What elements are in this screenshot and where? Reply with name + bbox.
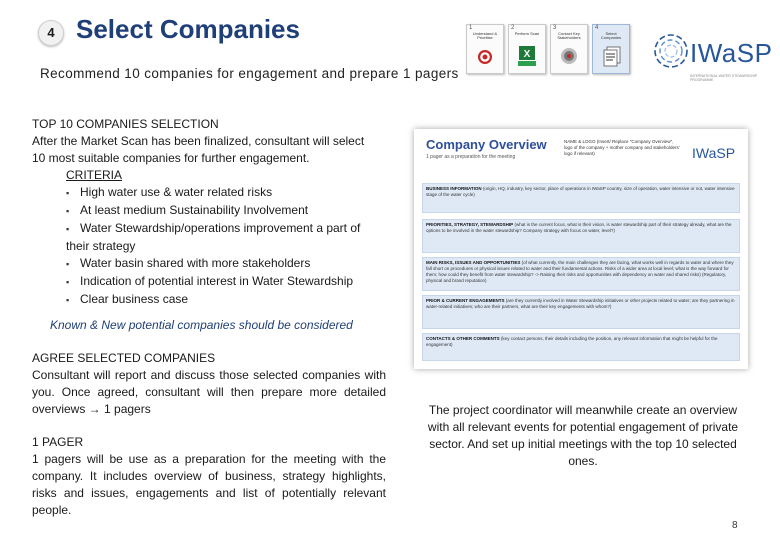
iwasp-logo: [652, 30, 773, 90]
overview-title: Company Overview: [426, 137, 547, 152]
agree-body: Consultant will report and discuss those selected companies with you. Once agreed, consultant will then prepare more detailed overviews → 1 pagers: [32, 368, 386, 416]
criteria-item-text: High water use & water related risks: [80, 185, 273, 199]
bullet-icon: ▪: [66, 277, 70, 287]
process-steps-thumbnails: [466, 24, 632, 76]
overview-section-label: MAIN RISKS, ISSUES AND OPPORTUNITIES: [426, 260, 521, 265]
one-pager-body: 1 pagers will be use as a preparation for the meeting with the company. It includes overview of business, strategy highlights, risks and issues, engagements and list of potentially relevant people.: [32, 452, 386, 517]
overview-section-label: PRIORITIES, STRATEGY, STEWARDSHIP: [426, 222, 514, 227]
overview-section-text: (what is the current focus, what is their vision, is water stewardship part of their strategy already, what are the options to be involved in the water stewardship? Company strategy with focus on water, level?): [426, 222, 732, 233]
svg-text:X: X: [523, 49, 531, 60]
overview-section-label: BUSINESS INFORMATION: [426, 186, 482, 191]
network-icon: [560, 47, 578, 65]
criteria-item-text: Water Stewardship/operations improvement a part of: [80, 221, 361, 235]
overview-subtitle: 1 pager as a preparation for the meeting: [426, 154, 516, 160]
overview-name-logo-note: NAME & LOGO (Insert/ Replace "Company Overview", logo of the company + mother company and stakeholders' logo if relevant): [564, 139, 680, 156]
page-number: 8: [732, 520, 738, 531]
overview-section-text: (of what currently, the main challenges they are facing, what works well in regards to water and where they fall short on procedures or physical issues related to water and their fundamental actions. Risks of a wider area at local level; what is the way forward for them; how could they benefit from water stewardship? -> Raising their risks and opportunities with dependency on water and shared risks) (Regulatory, physical and brand reputation): [426, 260, 734, 283]
top10-selection-block: [32, 116, 386, 309]
overview-section: [422, 333, 740, 361]
top10-heading: TOP 10 COMPANIES SELECTION: [32, 117, 219, 131]
criteria-item: [32, 273, 386, 291]
document-stack-icon: [601, 45, 623, 67]
process-step-1-thumbnail: [466, 24, 504, 74]
coordinator-note: The project coordinator will meanwhile create an overview with all relevant events for potential engagement of private sector. And set up initial meetings with the top 10 selected ones.: [427, 403, 739, 468]
logo-swirl-icon: [652, 32, 690, 70]
known-new-note: Known & New potential companies should be considered: [50, 318, 353, 332]
page-subtitle: Recommend 10 companies for engagement and prepare 1 pagers: [40, 66, 459, 81]
criteria-label: CRITERIA: [66, 168, 123, 182]
overview-section: [422, 295, 740, 329]
overview-section-label: CONTACTS & OTHER COMMENTS: [426, 336, 500, 341]
process-step-4-number: 4: [595, 25, 599, 31]
overview-logo: IWaSP: [692, 145, 736, 161]
top10-line-1: After the Market Scan has been finalized, consultant will select: [32, 134, 365, 148]
process-step-3-caption: Contact Key Stakeholders: [557, 31, 581, 40]
logo-tagline: INTERNATIONAL WATER STEWARDSHIP PROGRAMME: [690, 74, 758, 82]
step-number-badge: 4: [38, 20, 64, 46]
bullet-icon: ▪: [66, 259, 70, 269]
target-icon: [477, 49, 493, 65]
criteria-item: [32, 255, 386, 273]
criteria-item-text: Indication of potential interest in Water Stewardship: [80, 274, 354, 288]
top10-line-2: 10 most suitable companies for further engagement.: [32, 151, 310, 165]
criteria-item: [32, 202, 386, 220]
criteria-item-text: Water basin shared with more stakeholders: [80, 256, 311, 270]
overview-section-text: (key contact persons, their details including the position, any relevant information that might be helpful for the engagement): [426, 336, 718, 347]
company-overview-template: [414, 129, 748, 369]
process-step-3-number: 3: [553, 25, 557, 31]
overview-section: [422, 257, 740, 291]
page-title: Select Companies: [76, 14, 300, 44]
bullet-icon: ▪: [66, 206, 70, 216]
criteria-item: [32, 184, 386, 202]
process-step-4-thumbnail: [592, 24, 630, 74]
bullet-icon: ▪: [66, 295, 70, 305]
process-step-2-caption: Perform Scan: [514, 31, 540, 36]
criteria-item-continuation: their strategy: [66, 239, 136, 253]
overview-section-text: (are they currently involved in Water Stewardship initiatives or other projects related to water; are they partnering in water-related initiatives; who are their partners, what are their key engagements with whom?): [426, 298, 735, 309]
process-step-2-thumbnail: [508, 24, 546, 74]
criteria-item: [32, 220, 386, 238]
logo-text: IWaSP: [690, 38, 773, 68]
overview-section-text: (origin, HQ, industry, key sector, place of operations in IWaSP country, size of operation, water intensive or not, water intensive stage of the water cycle): [426, 186, 735, 197]
bullet-icon: ▪: [66, 224, 70, 234]
one-pager-block: [32, 434, 386, 519]
criteria-item-text: Clear business case: [80, 292, 189, 306]
process-step-3-thumbnail: [550, 24, 588, 74]
process-step-2-number: 2: [511, 25, 515, 31]
overview-section-label: PRIOR & CURRENT ENGAGEMENTS: [426, 298, 505, 303]
overview-section: [422, 219, 740, 253]
bullet-icon: ▪: [66, 188, 70, 198]
excel-icon: [517, 45, 537, 67]
process-step-4-caption: Select Companies: [600, 31, 622, 40]
one-pager-heading: 1 PAGER: [32, 435, 84, 449]
overview-section: [422, 183, 740, 213]
agree-block: [32, 350, 386, 418]
criteria-item: [32, 291, 386, 309]
criteria-item-text: At least medium Sustainability Involvement: [80, 203, 309, 217]
process-step-1-number: 1: [469, 25, 473, 31]
process-step-1-caption: Understand & Prioritise: [472, 31, 498, 40]
agree-heading: AGREE SELECTED COMPANIES: [32, 351, 216, 365]
